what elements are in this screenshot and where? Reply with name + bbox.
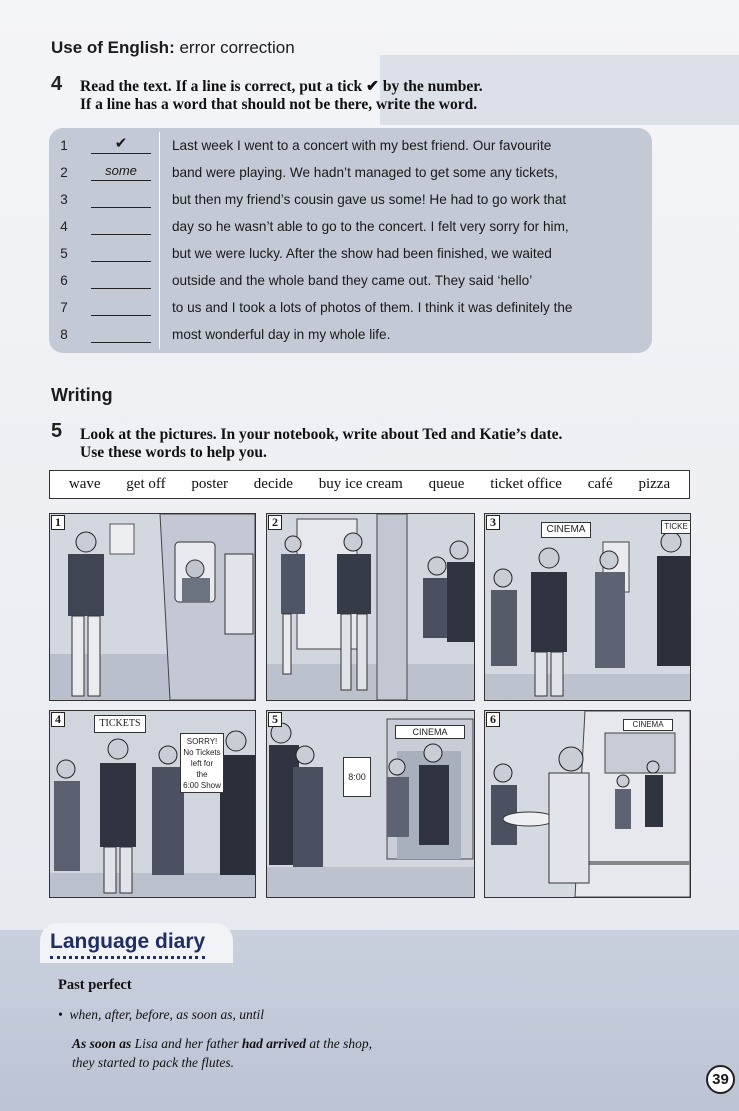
answer-blank[interactable] (91, 191, 151, 208)
page-number: 39 (706, 1065, 735, 1094)
task-instruction-line-1: Read the text. If a line is correct, put a tick ✔ by the number. (80, 78, 483, 95)
picture-5 (266, 710, 475, 898)
notice-line: left for (190, 759, 214, 768)
showtime-poster: 8:00 (343, 757, 371, 797)
tickets-sign: TICKETS (94, 715, 146, 733)
word-item: pizza (638, 476, 671, 492)
ticket-sign: TICKE (661, 520, 691, 534)
picture-1 (49, 513, 256, 701)
grammar-bullet: • when, after, before, as soon as, until (58, 1007, 264, 1022)
line-text: but we were lucky. After the show had been finished, we waited (172, 246, 552, 261)
example-line-2: they started to pack the flutes. (72, 1055, 234, 1070)
writing-instruction-line-2: Use these words to help you. (80, 444, 267, 461)
grammar-heading: Past perfect (58, 977, 132, 993)
picture-number: 3 (486, 515, 500, 530)
cafe-illustration (485, 711, 690, 897)
line-number: 8 (60, 327, 68, 342)
writing-instruction-line-1: Look at the pictures. In your notebook, write about Ted and Katie’s date. (80, 426, 563, 443)
cinema-entrance-illustration (485, 514, 690, 700)
word-item: wave (68, 476, 101, 492)
line-text: Last week I went to a concert with my best friend. Our favourite (172, 138, 552, 153)
meeting-illustration (267, 514, 474, 700)
line-number: 2 (60, 165, 68, 180)
word-item: buy ice cream (318, 476, 403, 492)
ticket-queue-illustration (50, 711, 255, 897)
text-line (49, 132, 652, 159)
word-item: get off (126, 476, 166, 492)
picture-number: 2 (268, 515, 282, 530)
text-line (49, 321, 652, 348)
word-item: decide (253, 476, 293, 492)
line-text: most wonderful day in my whole life. (172, 327, 391, 342)
text-line (49, 186, 652, 213)
answer-blank[interactable] (91, 245, 151, 262)
line-number: 1 (60, 138, 68, 153)
answer-blank[interactable] (91, 299, 151, 316)
answer-blank[interactable] (91, 272, 151, 289)
section-title: Use of English: error correction (51, 38, 295, 57)
word-item: ticket office (490, 476, 562, 492)
line-number: 5 (60, 246, 68, 261)
answer-blank[interactable] (91, 326, 151, 343)
notice-line: No Tickets (183, 748, 221, 757)
notice-line: SORRY! (186, 737, 218, 746)
word-item: queue (428, 476, 465, 492)
line-text: day so he wasn’t able to go to the concert. I felt very sorry for him, (172, 219, 569, 234)
cinema-sign: CINEMA (541, 522, 591, 538)
picture-2 (266, 513, 475, 701)
example-line-1: As soon as Lisa and her father had arrived at the shop, (72, 1036, 373, 1051)
line-text: to us and I took a lots of photos of them. I think it was definitely the (172, 300, 573, 315)
notice-line: the (196, 770, 208, 779)
text-line (49, 240, 652, 267)
line-number: 4 (60, 219, 68, 234)
picture-3 (484, 513, 691, 701)
picture-number: 4 (51, 712, 65, 727)
writing-title: Writing (51, 385, 113, 405)
line-text: outside and the whole band they came out. They said ‘hello’ (172, 273, 533, 288)
grammar-example (72, 1034, 432, 1072)
word-item: café (587, 476, 613, 492)
cinema-sign: CINEMA (623, 719, 673, 731)
text-line (49, 267, 652, 294)
notice-line: 6:00 Show (183, 781, 221, 790)
line-number: 7 (60, 300, 68, 315)
cinema-sign: CINEMA (395, 725, 465, 739)
picture-4 (49, 710, 256, 898)
line-text: band were playing. We hadn’t managed to get some any tickets, (172, 165, 558, 180)
line-number: 3 (60, 192, 68, 207)
writing-task-number: 5 (51, 420, 63, 442)
picture-number: 6 (486, 712, 500, 727)
line-number: 6 (60, 273, 68, 288)
bullet-text: when, after, before, as soon as, until (69, 1007, 264, 1022)
text-line (49, 213, 652, 240)
picture-number: 1 (51, 515, 65, 530)
language-diary-title: Language diary (50, 930, 205, 959)
word-item: poster (191, 476, 229, 492)
answer-blank[interactable]: some (91, 164, 151, 181)
text-line (49, 159, 652, 186)
picture-number: 5 (268, 712, 282, 727)
answer-blank[interactable] (91, 218, 151, 235)
line-text: but then my friend’s cousin gave us some! He had to go work that (172, 192, 567, 207)
sorry-notice (180, 733, 224, 793)
task-instruction-line-2: If a line has a word that should not be there, write the word. (80, 96, 478, 113)
answer-blank[interactable]: ✔ (91, 137, 151, 154)
train-platform-illustration (50, 514, 255, 700)
picture-6 (484, 710, 691, 898)
word-box (49, 470, 690, 499)
text-line (49, 294, 652, 321)
task-number: 4 (51, 73, 63, 95)
